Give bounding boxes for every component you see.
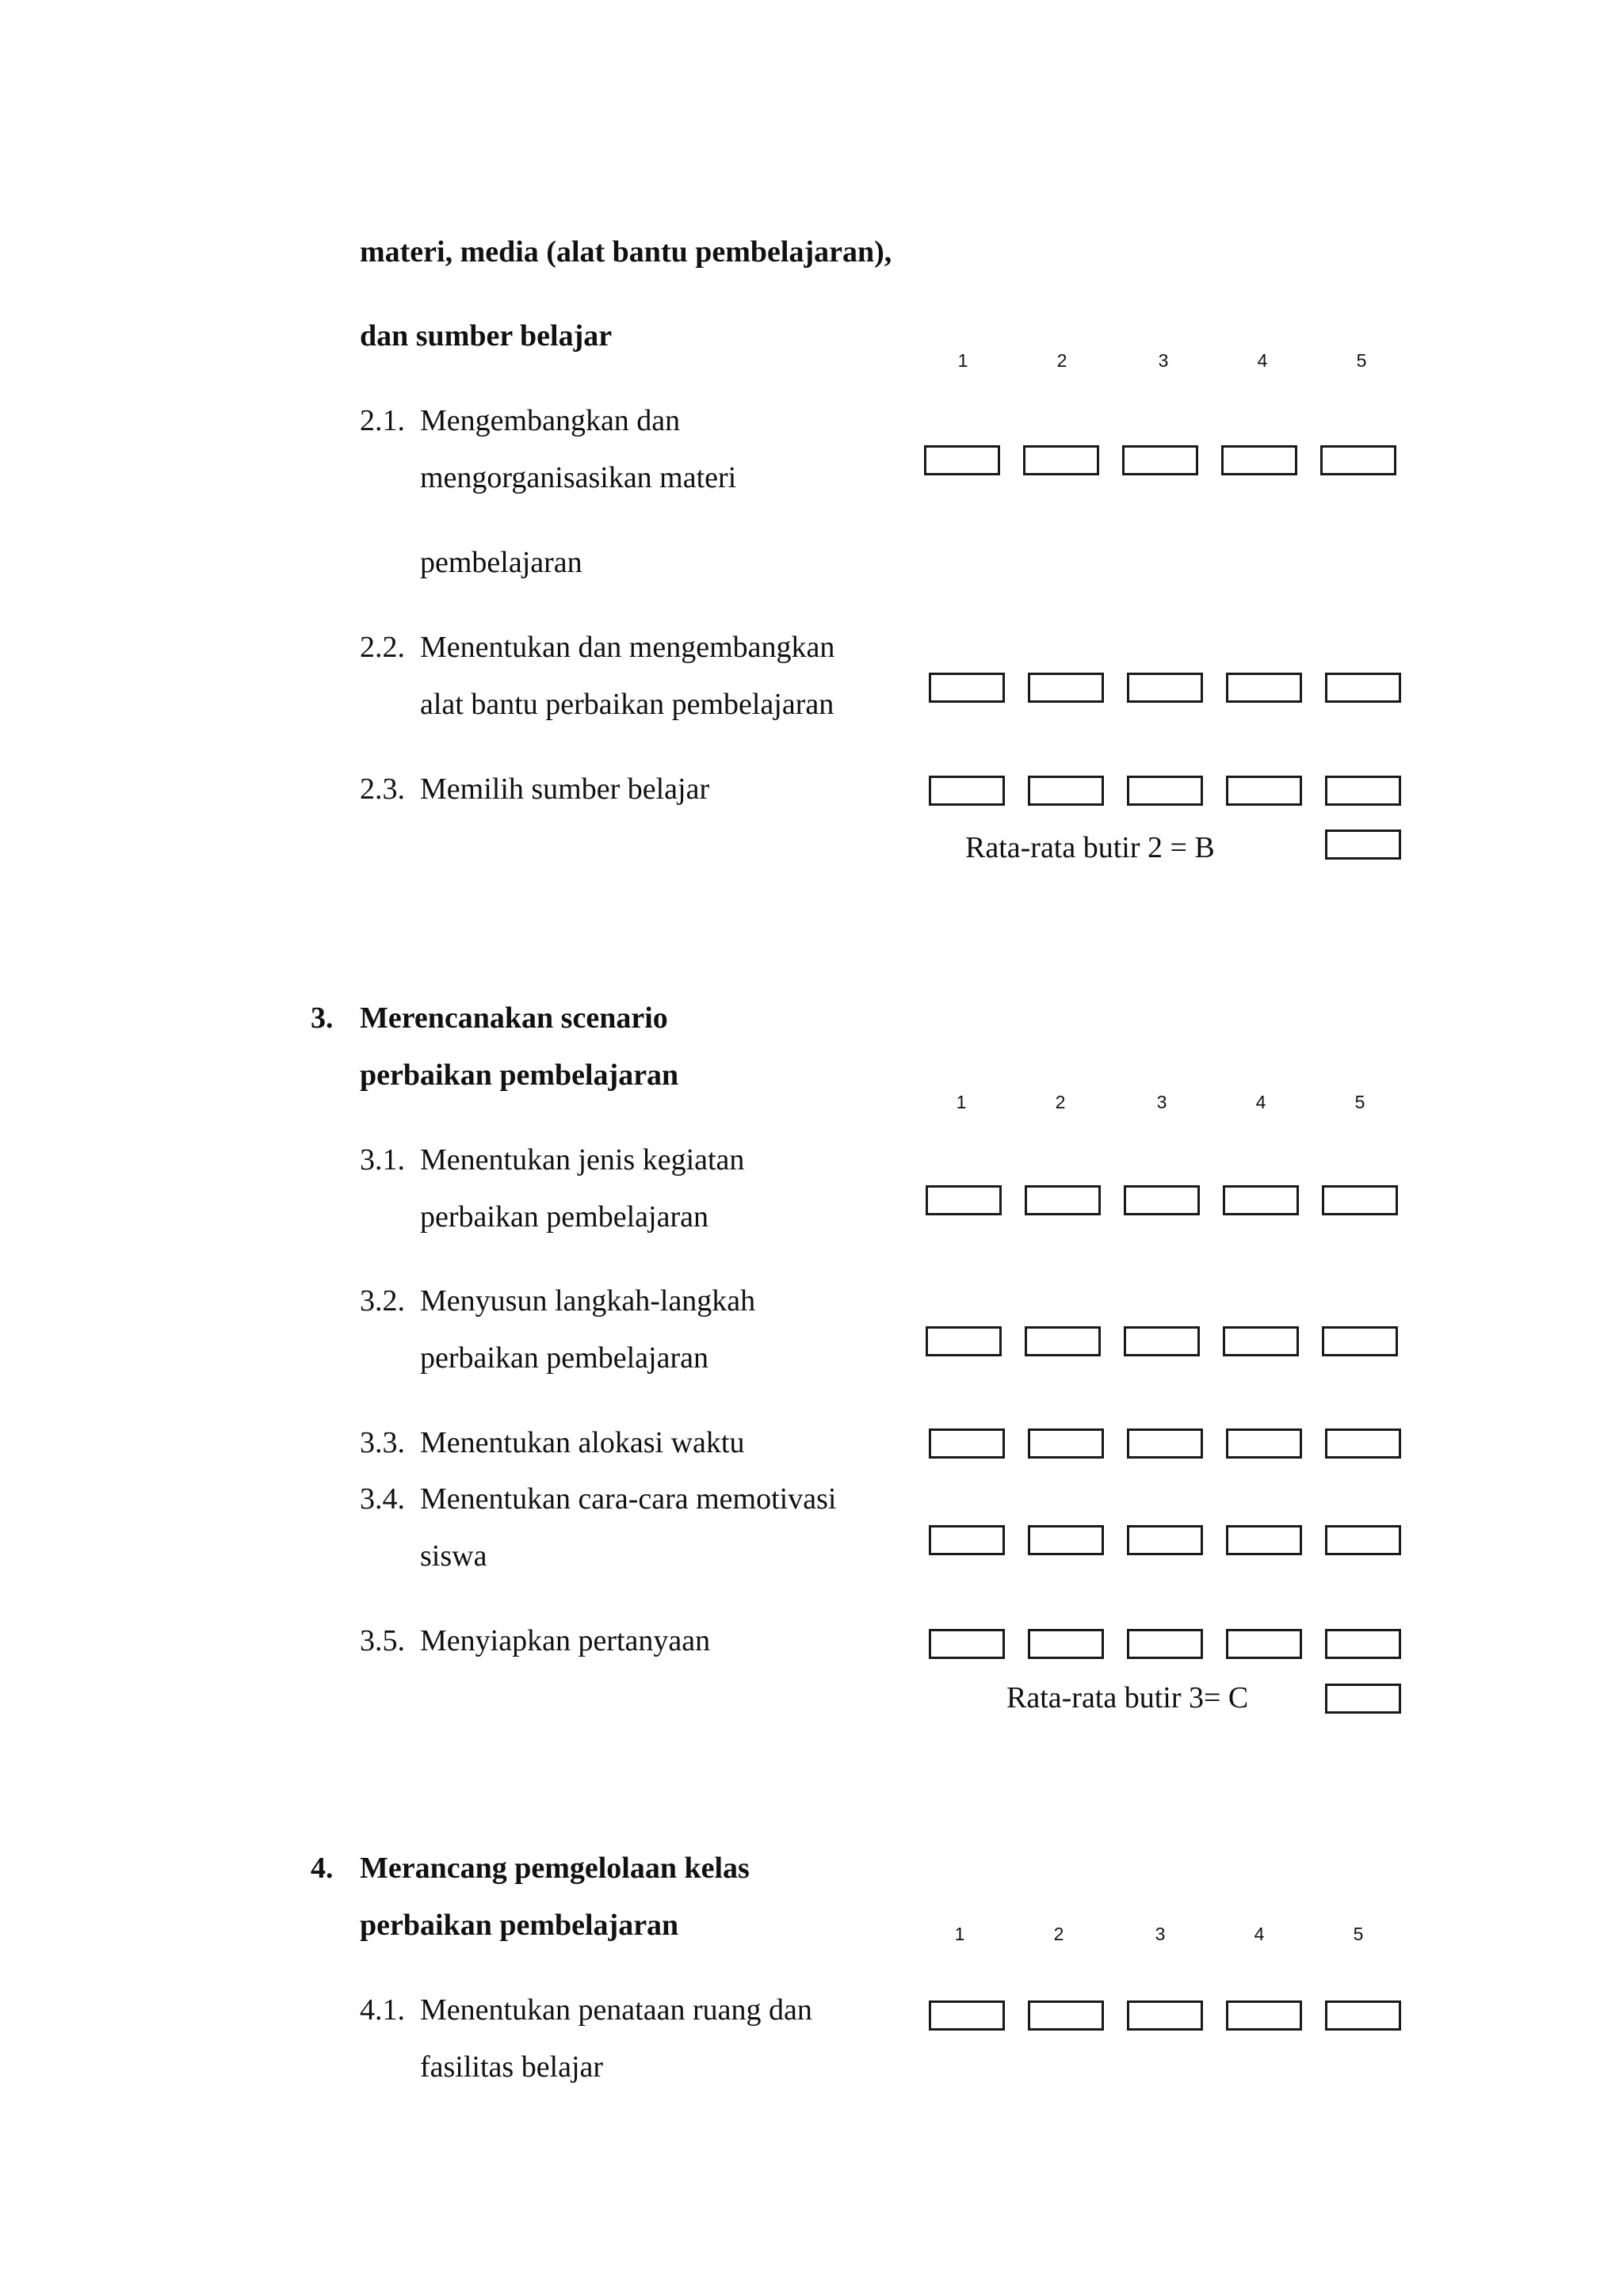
rating-box-1[interactable]	[929, 1428, 1005, 1459]
rating-box-1[interactable]	[929, 1629, 1005, 1659]
section4-title-line2: perbaikan pembelajaran	[360, 1909, 679, 1942]
rating-box-2[interactable]	[1025, 1326, 1101, 1356]
section2-average-box[interactable]	[1325, 830, 1401, 860]
scale-number-3: 3	[1155, 1924, 1166, 1944]
rating-box-4[interactable]	[1226, 776, 1302, 806]
item-text: Menentukan cara-cara memotivasi	[420, 1482, 837, 1516]
item-text: perbaikan pembelajaran	[420, 1200, 708, 1234]
rating-box-5[interactable]	[1325, 776, 1401, 806]
section3-title-line1: Merencanakan scenario	[360, 1001, 668, 1035]
item-text: perbaikan pembelajaran	[420, 1341, 708, 1375]
rating-box-2[interactable]	[1028, 1629, 1104, 1659]
rating-box-1[interactable]	[924, 445, 1000, 475]
scale-number-2: 2	[1055, 1092, 1066, 1112]
rating-box-5[interactable]	[1325, 1428, 1401, 1459]
rating-box-3[interactable]	[1124, 1185, 1200, 1215]
rating-box-1[interactable]	[926, 1185, 1002, 1215]
section3-number: 3.	[311, 1001, 334, 1035]
rating-box-5[interactable]	[1325, 1629, 1401, 1659]
item-text: Menentukan jenis kegiatan	[420, 1143, 745, 1177]
rating-box-5[interactable]	[1325, 673, 1401, 703]
scale-number-5: 5	[1353, 1924, 1364, 1944]
section2-average-label: Rata-rata butir 2 = B	[965, 831, 1215, 864]
scale-number-4: 4	[1254, 1924, 1265, 1944]
item-text: fasilitas belajar	[420, 2050, 604, 2084]
item-text: Menentukan dan mengembangkan	[420, 631, 835, 664]
scale-number-4: 4	[1257, 350, 1268, 371]
rating-box-4[interactable]	[1221, 445, 1297, 475]
item-number: 2.3.	[360, 772, 405, 806]
item-number: 3.3.	[360, 1426, 405, 1459]
item-number: 3.1.	[360, 1143, 405, 1177]
rating-box-3[interactable]	[1127, 776, 1203, 806]
scale-number-2: 2	[1053, 1924, 1064, 1944]
section3-title-line2: perbaikan pembelajaran	[360, 1058, 679, 1092]
rating-box-5[interactable]	[1325, 1525, 1401, 1555]
rating-box-4[interactable]	[1226, 1525, 1302, 1555]
rating-box-1[interactable]	[929, 1525, 1005, 1555]
item-text: alat bantu perbaikan pembelajaran	[420, 688, 834, 721]
section2-title-line1: materi, media (alat bantu pembelajaran),	[360, 235, 892, 269]
rating-box-3[interactable]	[1127, 673, 1203, 703]
section2-title-line2: dan sumber belajar	[360, 319, 613, 353]
rating-box-4[interactable]	[1223, 1326, 1299, 1356]
item-number: 2.2.	[360, 631, 405, 664]
item-number: 4.1.	[360, 1993, 405, 2027]
scale-number-4: 4	[1255, 1092, 1266, 1112]
scale-number-3: 3	[1156, 1092, 1167, 1112]
scale-number-1: 1	[956, 1092, 967, 1112]
rating-box-5[interactable]	[1325, 2000, 1401, 2031]
item-text: Mengembangkan dan	[420, 404, 681, 437]
rating-box-5[interactable]	[1322, 1185, 1398, 1215]
item-text: siswa	[420, 1539, 487, 1573]
section3-average-label: Rata-rata butir 3= C	[1006, 1681, 1249, 1714]
rating-box-5[interactable]	[1320, 445, 1396, 475]
section3-average-box[interactable]	[1325, 1684, 1401, 1714]
rating-box-3[interactable]	[1127, 1525, 1203, 1555]
rating-box-2[interactable]	[1028, 2000, 1104, 2031]
rating-box-3[interactable]	[1127, 2000, 1203, 2031]
section4-number: 4.	[311, 1852, 334, 1885]
item-text: Menentukan alokasi waktu	[420, 1426, 745, 1459]
rating-box-4[interactable]	[1226, 673, 1302, 703]
rating-box-2[interactable]	[1028, 776, 1104, 806]
rating-box-5[interactable]	[1322, 1326, 1398, 1356]
scale-number-2: 2	[1056, 350, 1067, 371]
rating-box-1[interactable]	[926, 1326, 1002, 1356]
rating-box-1[interactable]	[929, 673, 1005, 703]
item-text: Menyusun langkah-langkah	[420, 1284, 756, 1318]
scale-number-5: 5	[1354, 1092, 1365, 1112]
rating-box-3[interactable]	[1122, 445, 1198, 475]
rating-box-2[interactable]	[1028, 1525, 1104, 1555]
rating-box-3[interactable]	[1127, 1428, 1203, 1459]
rating-box-2[interactable]	[1025, 1185, 1101, 1215]
rating-box-3[interactable]	[1124, 1326, 1200, 1356]
rating-box-4[interactable]	[1226, 1629, 1302, 1659]
item-text: Memilih sumber belajar	[420, 772, 710, 806]
item-text: Menyiapkan pertanyaan	[420, 1624, 711, 1657]
scale-number-1: 1	[957, 350, 968, 371]
item-text: mengorganisasikan materi	[420, 461, 737, 494]
scale-number-5: 5	[1356, 350, 1367, 371]
item-text: Menentukan penataan ruang dan	[420, 1993, 812, 2027]
rating-box-2[interactable]	[1028, 1428, 1104, 1459]
rating-box-3[interactable]	[1127, 1629, 1203, 1659]
rating-box-1[interactable]	[929, 2000, 1005, 2031]
item-number: 3.2.	[360, 1284, 405, 1318]
rating-box-4[interactable]	[1223, 1185, 1299, 1215]
scale-number-3: 3	[1158, 350, 1169, 371]
item-number: 2.1.	[360, 404, 405, 437]
item-text: pembelajaran	[420, 546, 582, 579]
scale-number-1: 1	[954, 1924, 965, 1944]
section4-title-line1: Merancang pemgelolaan kelas	[360, 1852, 750, 1885]
item-number: 3.5.	[360, 1624, 405, 1657]
rating-box-2[interactable]	[1023, 445, 1099, 475]
rating-box-4[interactable]	[1226, 1428, 1302, 1459]
item-number: 3.4.	[360, 1482, 405, 1516]
rating-box-4[interactable]	[1226, 2000, 1302, 2031]
rating-box-1[interactable]	[929, 776, 1005, 806]
rating-box-2[interactable]	[1028, 673, 1104, 703]
